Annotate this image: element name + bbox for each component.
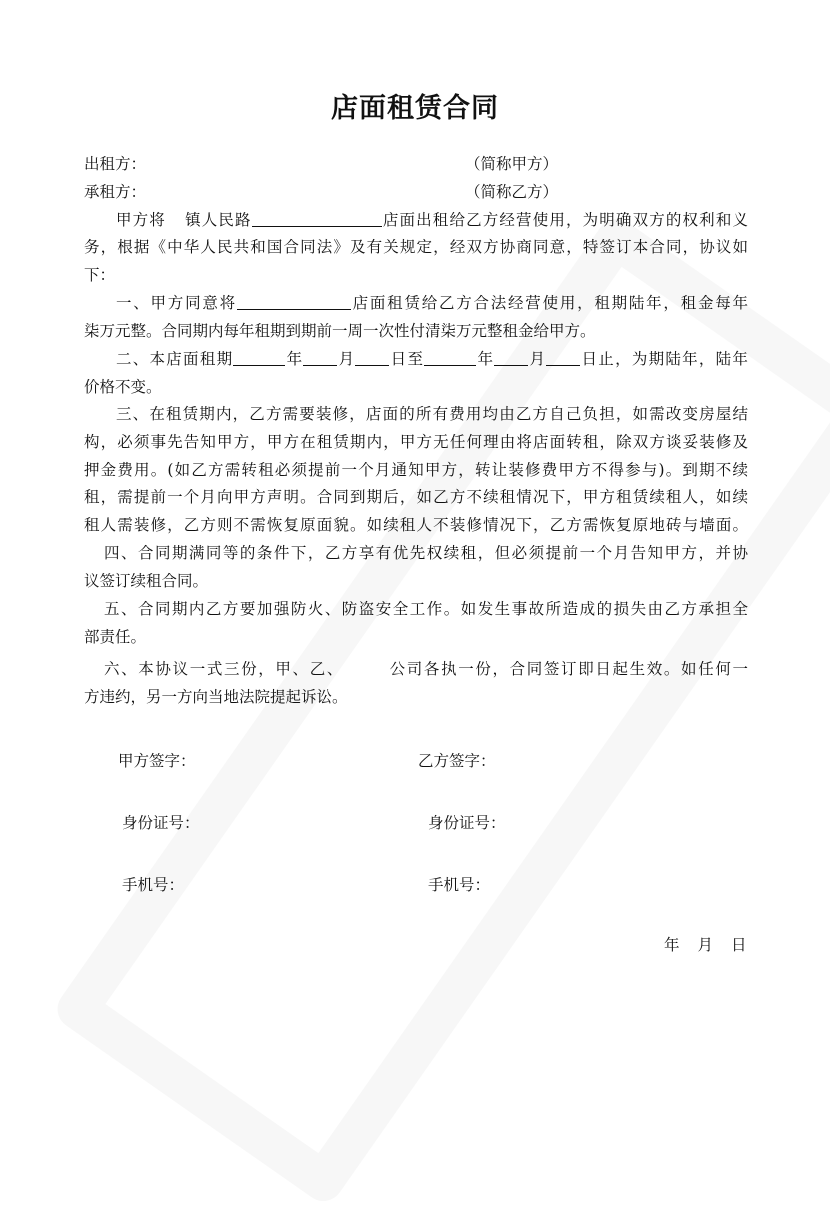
clause6-line-2: 方违约，另一方向当地法院提起诉讼。	[84, 688, 348, 706]
lessor-note: （简称甲方）	[465, 155, 559, 173]
shop-blank[interactable]	[237, 294, 351, 310]
clause1-line-1: 一、甲方同意将 店面租赁给乙方合法经营使用，租期陆年，租金每年	[116, 294, 748, 312]
party-b-phone-label: 手机号：	[428, 876, 491, 894]
lessor-line	[84, 154, 748, 174]
end-year-blank[interactable]	[424, 350, 476, 366]
clause3-line: 三、在租赁期内，乙方需要装修，店面的所有费用均由乙方自己负担，如需改变房屋结	[116, 405, 748, 423]
clause5-line: 部责任。	[84, 628, 147, 646]
party-a-phone-label: 手机号：	[122, 876, 185, 894]
clause3-line: 构，必须事先告知甲方，甲方在租赁期内，甲方无任何理由将店面转租，除双方谈妥装修及	[84, 433, 748, 451]
clause2-line-2: 价格不变。	[84, 378, 162, 396]
lessee-note: （简称乙方）	[465, 183, 559, 201]
end-month-blank[interactable]	[494, 350, 528, 366]
intro-line-1: 甲方将 镇人民路 店面出租给乙方经营使用，为明确双方的权利和义	[116, 211, 748, 229]
start-day-blank[interactable]	[355, 350, 389, 366]
lessee-label: 承租方：	[84, 183, 147, 201]
intro-line-3: 下：	[84, 266, 116, 284]
clause6-line-1: 六、本协议一式三份，甲、乙、 公司各执一份，合同签订即日起生效。如任何一	[104, 660, 748, 678]
clause3-line: 租人需装修，乙方则不需恢复原面貌。如续租人不装修情况下，乙方需恢复原地砖与墙面。	[84, 516, 748, 534]
party-b-id-label: 身份证号：	[428, 814, 506, 832]
clause3-line: 押金费用。(如乙方需转租必须提前一个月通知甲方，转让装修费甲方不得参与)。到期不续	[84, 461, 748, 479]
lessor-label: 出租方：	[84, 155, 147, 173]
clause1-line-2: 柒万元整。合同期内每年租期到期前一周一次性付清柒万元整租金给甲方。	[84, 322, 596, 340]
clause5-line: 五、合同期内乙方要加强防火、防盗安全工作。如发生事故所造成的损失由乙方承担全	[104, 600, 748, 618]
intro-line-2: 务，根据《中华人民共和国合同法》及有关规定，经双方协商同意，特签订本合同，协议如	[84, 238, 748, 256]
party-a-signature-label: 甲方签字：	[118, 752, 196, 770]
address-blank[interactable]	[252, 211, 382, 227]
lessee-line	[84, 182, 748, 202]
clause4-line: 四、合同期满同等的条件下，乙方享有优先权续租，但必须提前一个月告知甲方，并协	[104, 544, 748, 562]
document-title: 店面租赁合同	[331, 93, 499, 124]
start-month-blank[interactable]	[303, 350, 337, 366]
clause4-line: 议签订续租合同。	[84, 572, 209, 590]
signing-date: 年 月 日	[664, 936, 747, 954]
clause2-line-1: 二、本店面租期 年 月 日至 年 月 日止，为期陆年，陆年	[116, 350, 748, 368]
party-b-signature-label: 乙方签字：	[418, 752, 496, 770]
end-day-blank[interactable]	[546, 350, 580, 366]
start-year-blank[interactable]	[233, 350, 285, 366]
party-a-id-label: 身份证号：	[122, 814, 200, 832]
clause3-line: 租，需提前一个月向甲方声明。合同到期后，如乙方不续租情况下，甲方租赁续租人，如续	[84, 488, 748, 506]
